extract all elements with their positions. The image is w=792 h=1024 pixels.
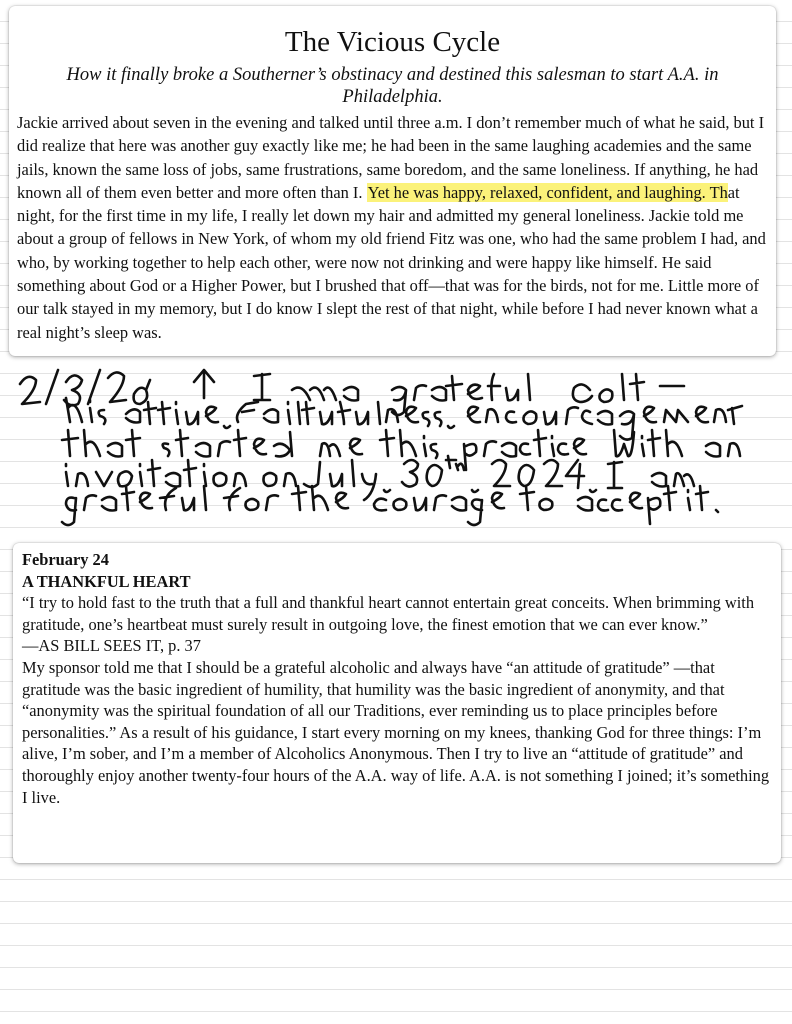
body-text-after: at night, for the first time in my life, I really let down my hair and admitted my general loneliness. Jackie told me about a group of fellows in New York, of whom my old friend Fitz was one, who had the same problem I had, and who, by working together to help each other, were now not drinking and were happy like himself. He said something about God or a Higher Power, but I brushed that off—that was for the birds, not for me. Little more of our talk stayed in my memory, but I do know I slept the rest of that night, while before I had never known what a real night’s sleep was. [17, 182, 766, 342]
handwritten-note-line-3 [62, 430, 740, 470]
handwritten-note-line-5 [62, 486, 718, 525]
reading-heading: A THANKFUL HEART [22, 571, 191, 591]
reading-subtitle: How it finally broke a Southerner’s obstinacy and destined this salesman to start A.A. in Philadelphia. [66, 65, 719, 107]
reading-source: —AS BILL SEES IT, p. 37 [22, 636, 201, 656]
reading-quote: “I try to hold fast to the truth that a full and thankful heart cannot entertain great conceits. When brimming with gratitude, one’s heartbeat must surely result in outgoing love, the finest emotion that we can ever know.” [22, 593, 755, 634]
reading-body: My sponsor told me that I should be a grateful alcoholic and always have “an attitude of gratitude” —that gratitude was the basic ingredient of humility, that humility was the basic ingredient of anonymity, and that “anonymity was the spiritual foundation of all our Traditions, ever reminding us to place principles before personalities.” As a result of his guidance, I start every morning on my knees, thanking God for three things: I’m alive, I’m sober, and I’m a member of Alcoholics Anonymous. Then I try to live an “attitude of gratitude” and thoroughly enjoy another twenty-four hours of the A.A. way of life. A.A. is not something I joined; it’s something I live. [22, 657, 770, 807]
reading-2-text [22, 549, 775, 808]
reading-card-thankful-heart [13, 543, 781, 863]
body-text-before: Jackie arrived about seven in the evening and talked until three a.m. I don’t remember much of what he said, but I did realize that here was another guy exactly like me; he had been in the same laughing academies and the same jails, known the same loss of jobs, same frustrations, same boredom, and the same loneliness. If anything, he had known all of them even better and more often than I. [17, 113, 765, 202]
reading-card-vicious-cycle [9, 6, 776, 356]
reading-title: The Vicious Cycle [284, 26, 501, 58]
highlighted-text: Yet he was happy, relaxed, confident, and laughing. Th [367, 182, 728, 202]
reading-body [17, 111, 770, 344]
handwritten-note [0, 360, 792, 540]
handwritten-note-line-1 [20, 370, 684, 415]
reading-date: February 24 [22, 550, 109, 569]
handwritten-note-line-4 [66, 456, 694, 500]
